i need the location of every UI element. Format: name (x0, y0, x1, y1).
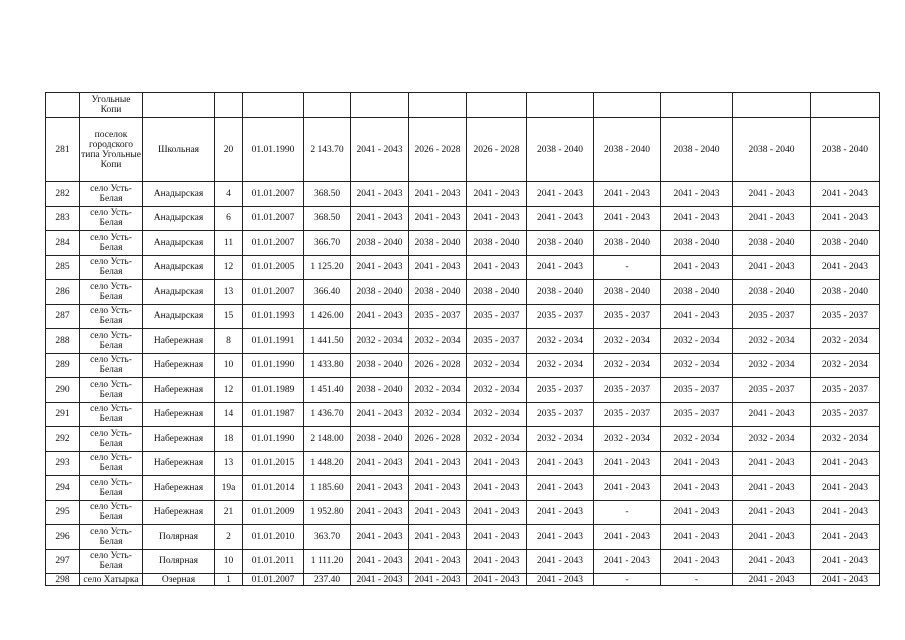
period-cell (409, 93, 467, 118)
house-number-cell: 8 (215, 329, 243, 354)
area-cell: 366.40 (304, 280, 351, 305)
locality-cell: село Усть-Белая (80, 549, 143, 574)
area-cell: 368.50 (304, 182, 351, 207)
locality-cell: село Усть-Белая (80, 402, 143, 427)
period-cell: 2041 - 2043 (811, 525, 880, 550)
period-cell: 2041 - 2043 (733, 549, 811, 574)
period-cell: 2041 - 2043 (811, 574, 880, 586)
street-cell: Анадырская (143, 231, 215, 256)
period-cell: 2035 - 2037 (733, 378, 811, 403)
period-cell: 2041 - 2043 (467, 525, 527, 550)
date-cell: 01.01.2005 (243, 255, 304, 280)
date-cell: 01.01.2010 (243, 525, 304, 550)
period-cell: 2041 - 2043 (467, 574, 527, 586)
street-cell: Полярная (143, 525, 215, 550)
period-cell: 2035 - 2037 (594, 378, 661, 403)
table-row (46, 206, 880, 231)
period-cell: 2032 - 2034 (733, 353, 811, 378)
table-row (46, 378, 880, 403)
period-cell: 2038 - 2040 (594, 231, 661, 256)
table-row (46, 353, 880, 378)
period-cell: 2032 - 2034 (811, 329, 880, 354)
house-number-cell: 21 (215, 500, 243, 525)
house-number-cell: 20 (215, 118, 243, 182)
table-body (46, 93, 880, 586)
period-cell: 2041 - 2043 (733, 182, 811, 207)
period-cell: 2038 - 2040 (733, 231, 811, 256)
period-cell: 2041 - 2043 (467, 451, 527, 476)
period-cell: 2041 - 2043 (467, 500, 527, 525)
row-number-cell: 290 (46, 378, 80, 403)
date-cell: 01.01.1989 (243, 378, 304, 403)
house-number-cell: 15 (215, 304, 243, 329)
house-number-cell: 19а (215, 476, 243, 501)
row-number-cell: 295 (46, 500, 80, 525)
period-cell: 2041 - 2043 (594, 525, 661, 550)
period-cell: 2038 - 2040 (409, 231, 467, 256)
period-cell: 2041 - 2043 (351, 500, 409, 525)
date-cell (243, 93, 304, 118)
housing-repair-schedule-table (45, 92, 880, 586)
period-cell: 2041 - 2043 (733, 402, 811, 427)
period-cell: 2041 - 2043 (527, 500, 594, 525)
area-cell: 1 111.20 (304, 549, 351, 574)
period-cell: 2041 - 2043 (594, 182, 661, 207)
table-row (46, 476, 880, 501)
date-cell: 01.01.1987 (243, 402, 304, 427)
area-cell: 1 426.00 (304, 304, 351, 329)
period-cell: 2041 - 2043 (351, 574, 409, 586)
table-row (46, 280, 880, 305)
period-cell: 2038 - 2040 (594, 280, 661, 305)
period-cell: - (594, 574, 661, 586)
period-cell: 2041 - 2043 (811, 549, 880, 574)
locality-cell: село Усть-Белая (80, 255, 143, 280)
period-cell: 2038 - 2040 (661, 118, 733, 182)
area-cell: 2 148.00 (304, 427, 351, 452)
locality-cell: село Усть-Белая (80, 206, 143, 231)
locality-cell: село Усть-Белая (80, 476, 143, 501)
period-cell: 2041 - 2043 (467, 476, 527, 501)
period-cell: 2041 - 2043 (351, 549, 409, 574)
period-cell: 2032 - 2034 (527, 427, 594, 452)
period-cell: 2041 - 2043 (594, 206, 661, 231)
period-cell: 2035 - 2037 (594, 402, 661, 427)
row-number-cell: 291 (46, 402, 80, 427)
date-cell: 01.01.1991 (243, 329, 304, 354)
period-cell: 2035 - 2037 (811, 304, 880, 329)
table-row (46, 525, 880, 550)
date-cell: 01.01.2009 (243, 500, 304, 525)
period-cell (811, 93, 880, 118)
house-number-cell: 11 (215, 231, 243, 256)
locality-cell: село Усть-Белая (80, 304, 143, 329)
house-number-cell: 1 (215, 574, 243, 586)
row-number-cell: 294 (46, 476, 80, 501)
period-cell: 2041 - 2043 (527, 476, 594, 501)
period-cell: 2035 - 2037 (661, 402, 733, 427)
period-cell: 2038 - 2040 (351, 378, 409, 403)
area-cell: 1 436.70 (304, 402, 351, 427)
street-cell (143, 93, 215, 118)
area-cell: 1 433.80 (304, 353, 351, 378)
period-cell: 2041 - 2043 (409, 182, 467, 207)
street-cell: Набережная (143, 476, 215, 501)
street-cell: Набережная (143, 402, 215, 427)
period-cell: 2041 - 2043 (527, 549, 594, 574)
period-cell: 2038 - 2040 (467, 231, 527, 256)
period-cell: - (594, 255, 661, 280)
table-row (46, 182, 880, 207)
period-cell: 2032 - 2034 (733, 427, 811, 452)
period-cell: 2035 - 2037 (661, 378, 733, 403)
period-cell: 2041 - 2043 (594, 549, 661, 574)
row-number-cell: 282 (46, 182, 80, 207)
period-cell: 2041 - 2043 (351, 182, 409, 207)
period-cell: 2035 - 2037 (811, 378, 880, 403)
period-cell (351, 93, 409, 118)
period-cell: 2038 - 2040 (661, 231, 733, 256)
street-cell: Анадырская (143, 182, 215, 207)
street-cell: Анадырская (143, 304, 215, 329)
table-row (46, 574, 880, 586)
table-row (46, 500, 880, 525)
row-number-cell: 292 (46, 427, 80, 452)
locality-cell: село Усть-Белая (80, 451, 143, 476)
period-cell: 2041 - 2043 (661, 182, 733, 207)
house-number-cell: 13 (215, 280, 243, 305)
period-cell: 2026 - 2028 (409, 353, 467, 378)
area-cell: 366.70 (304, 231, 351, 256)
period-cell: 2041 - 2043 (351, 255, 409, 280)
period-cell: 2032 - 2034 (409, 378, 467, 403)
date-cell: 01.01.1993 (243, 304, 304, 329)
street-cell: Полярная (143, 549, 215, 574)
row-number-cell: 285 (46, 255, 80, 280)
table-row (46, 255, 880, 280)
period-cell: 2041 - 2043 (661, 476, 733, 501)
period-cell: 2038 - 2040 (351, 427, 409, 452)
period-cell: 2041 - 2043 (351, 402, 409, 427)
area-cell: 1 125.20 (304, 255, 351, 280)
area-cell: 237.40 (304, 574, 351, 586)
area-cell: 363.70 (304, 525, 351, 550)
date-cell: 01.01.1990 (243, 353, 304, 378)
row-number-cell: 297 (46, 549, 80, 574)
house-number-cell: 10 (215, 353, 243, 378)
street-cell: Набережная (143, 329, 215, 354)
street-cell: Анадырская (143, 206, 215, 231)
house-number-cell: 4 (215, 182, 243, 207)
period-cell: 2041 - 2043 (661, 451, 733, 476)
date-cell: 01.01.2015 (243, 451, 304, 476)
table-row (46, 427, 880, 452)
locality-cell: поселок городского типа Угольные Копи (80, 118, 143, 182)
period-cell: 2032 - 2034 (409, 402, 467, 427)
period-cell: 2041 - 2043 (409, 206, 467, 231)
period-cell: 2035 - 2037 (467, 304, 527, 329)
period-cell: 2032 - 2034 (661, 353, 733, 378)
table-row-continuation (46, 93, 880, 118)
row-number-cell: 284 (46, 231, 80, 256)
row-number-cell: 281 (46, 118, 80, 182)
period-cell: 2041 - 2043 (661, 206, 733, 231)
date-cell: 01.01.2007 (243, 280, 304, 305)
period-cell: 2041 - 2043 (409, 574, 467, 586)
table-row (46, 402, 880, 427)
period-cell: 2041 - 2043 (527, 182, 594, 207)
period-cell: 2032 - 2034 (467, 378, 527, 403)
date-cell: 01.01.2007 (243, 182, 304, 207)
area-cell: 1 441.50 (304, 329, 351, 354)
row-number-cell: 288 (46, 329, 80, 354)
period-cell: 2038 - 2040 (527, 118, 594, 182)
row-number-cell: 287 (46, 304, 80, 329)
row-number-cell: 286 (46, 280, 80, 305)
period-cell: 2032 - 2034 (661, 427, 733, 452)
period-cell: 2035 - 2037 (527, 378, 594, 403)
period-cell: 2041 - 2043 (351, 525, 409, 550)
house-number-cell (215, 93, 243, 118)
table-row (46, 118, 880, 182)
period-cell: 2038 - 2040 (351, 353, 409, 378)
period-cell: 2038 - 2040 (527, 280, 594, 305)
period-cell: 2038 - 2040 (811, 118, 880, 182)
locality-cell: село Усть-Белая (80, 500, 143, 525)
table-row (46, 304, 880, 329)
period-cell: 2032 - 2034 (527, 329, 594, 354)
row-number-cell: 298 (46, 574, 80, 586)
area-cell: 1 185.60 (304, 476, 351, 501)
date-cell: 01.01.1990 (243, 427, 304, 452)
period-cell: 2032 - 2034 (467, 427, 527, 452)
period-cell: 2026 - 2028 (409, 118, 467, 182)
period-cell: 2041 - 2043 (811, 476, 880, 501)
period-cell (467, 93, 527, 118)
period-cell: 2038 - 2040 (811, 280, 880, 305)
house-number-cell: 2 (215, 525, 243, 550)
period-cell: 2041 - 2043 (409, 549, 467, 574)
period-cell: 2041 - 2043 (811, 206, 880, 231)
area-cell: 368.50 (304, 206, 351, 231)
period-cell: 2041 - 2043 (409, 255, 467, 280)
street-cell: Набережная (143, 378, 215, 403)
period-cell: - (661, 574, 733, 586)
period-cell: 2038 - 2040 (467, 280, 527, 305)
row-number-cell (46, 93, 80, 118)
period-cell: 2038 - 2040 (527, 231, 594, 256)
date-cell: 01.01.2011 (243, 549, 304, 574)
locality-cell: Угольные Копи (80, 93, 143, 118)
period-cell: 2035 - 2037 (527, 402, 594, 427)
period-cell: 2038 - 2040 (661, 280, 733, 305)
period-cell: 2032 - 2034 (351, 329, 409, 354)
period-cell: 2032 - 2034 (467, 353, 527, 378)
period-cell: 2032 - 2034 (733, 329, 811, 354)
period-cell: 2041 - 2043 (351, 476, 409, 501)
period-cell: 2035 - 2037 (811, 402, 880, 427)
period-cell: 2041 - 2043 (527, 255, 594, 280)
period-cell: 2041 - 2043 (351, 206, 409, 231)
period-cell: 2032 - 2034 (594, 353, 661, 378)
row-number-cell: 296 (46, 525, 80, 550)
period-cell: 2041 - 2043 (811, 255, 880, 280)
period-cell: 2041 - 2043 (351, 304, 409, 329)
period-cell: 2041 - 2043 (467, 182, 527, 207)
house-number-cell: 13 (215, 451, 243, 476)
period-cell: 2041 - 2043 (467, 206, 527, 231)
period-cell (527, 93, 594, 118)
street-cell: Анадырская (143, 255, 215, 280)
period-cell: 2041 - 2043 (811, 182, 880, 207)
area-cell: 2 143.70 (304, 118, 351, 182)
period-cell (594, 93, 661, 118)
period-cell: 2026 - 2028 (409, 427, 467, 452)
period-cell (661, 93, 733, 118)
locality-cell: село Усть-Белая (80, 378, 143, 403)
period-cell: 2038 - 2040 (351, 231, 409, 256)
locality-cell: село Усть-Белая (80, 525, 143, 550)
period-cell: 2041 - 2043 (409, 525, 467, 550)
street-cell: Озерная (143, 574, 215, 586)
period-cell: 2041 - 2043 (661, 304, 733, 329)
table-row (46, 451, 880, 476)
period-cell: 2041 - 2043 (661, 255, 733, 280)
period-cell: 2041 - 2043 (594, 476, 661, 501)
period-cell: 2041 - 2043 (467, 255, 527, 280)
date-cell: 01.01.2007 (243, 574, 304, 586)
period-cell: - (594, 500, 661, 525)
period-cell: 2038 - 2040 (733, 118, 811, 182)
period-cell: 2041 - 2043 (594, 451, 661, 476)
street-cell: Набережная (143, 500, 215, 525)
period-cell: 2041 - 2043 (733, 574, 811, 586)
period-cell: 2032 - 2034 (409, 329, 467, 354)
period-cell: 2041 - 2043 (811, 500, 880, 525)
period-cell: 2038 - 2040 (594, 118, 661, 182)
street-cell: Набережная (143, 427, 215, 452)
period-cell: 2041 - 2043 (351, 451, 409, 476)
period-cell: 2041 - 2043 (733, 500, 811, 525)
period-cell: 2041 - 2043 (527, 206, 594, 231)
street-cell: Набережная (143, 451, 215, 476)
area-cell: 1 448.20 (304, 451, 351, 476)
period-cell: 2035 - 2037 (467, 329, 527, 354)
house-number-cell: 12 (215, 255, 243, 280)
row-number-cell: 289 (46, 353, 80, 378)
period-cell: 2041 - 2043 (527, 574, 594, 586)
locality-cell: село Хатырка (80, 574, 143, 586)
locality-cell: село Усть-Белая (80, 231, 143, 256)
period-cell: 2041 - 2043 (733, 451, 811, 476)
period-cell: 2041 - 2043 (351, 118, 409, 182)
date-cell: 01.01.2014 (243, 476, 304, 501)
locality-cell: село Усть-Белая (80, 329, 143, 354)
period-cell: 2035 - 2037 (527, 304, 594, 329)
period-cell (733, 93, 811, 118)
period-cell: 2035 - 2037 (409, 304, 467, 329)
period-cell: 2032 - 2034 (811, 427, 880, 452)
period-cell: 2032 - 2034 (811, 353, 880, 378)
table-row (46, 549, 880, 574)
period-cell: 2041 - 2043 (527, 451, 594, 476)
period-cell: 2041 - 2043 (409, 451, 467, 476)
area-cell: 1 952.80 (304, 500, 351, 525)
date-cell: 01.01.2007 (243, 206, 304, 231)
house-number-cell: 18 (215, 427, 243, 452)
row-number-cell: 283 (46, 206, 80, 231)
street-cell: Школьная (143, 118, 215, 182)
date-cell: 01.01.1990 (243, 118, 304, 182)
period-cell: 2041 - 2043 (811, 451, 880, 476)
period-cell: 2038 - 2040 (409, 280, 467, 305)
period-cell: 2041 - 2043 (661, 549, 733, 574)
locality-cell: село Усть-Белая (80, 280, 143, 305)
period-cell: 2038 - 2040 (351, 280, 409, 305)
period-cell: 2041 - 2043 (409, 476, 467, 501)
period-cell: 2041 - 2043 (733, 525, 811, 550)
area-cell (304, 93, 351, 118)
table-row (46, 231, 880, 256)
period-cell: 2032 - 2034 (467, 402, 527, 427)
period-cell: 2041 - 2043 (467, 549, 527, 574)
period-cell: 2032 - 2034 (527, 353, 594, 378)
locality-cell: село Усть-Белая (80, 353, 143, 378)
date-cell: 01.01.2007 (243, 231, 304, 256)
period-cell: 2035 - 2037 (594, 304, 661, 329)
period-cell: 2041 - 2043 (409, 500, 467, 525)
house-number-cell: 10 (215, 549, 243, 574)
house-number-cell: 12 (215, 378, 243, 403)
house-number-cell: 14 (215, 402, 243, 427)
house-number-cell: 6 (215, 206, 243, 231)
period-cell: 2041 - 2043 (527, 525, 594, 550)
period-cell: 2035 - 2037 (733, 304, 811, 329)
period-cell: 2032 - 2034 (661, 329, 733, 354)
locality-cell: село Усть-Белая (80, 427, 143, 452)
street-cell: Анадырская (143, 280, 215, 305)
period-cell: 2041 - 2043 (661, 525, 733, 550)
period-cell: 2032 - 2034 (594, 329, 661, 354)
locality-cell: село Усть-Белая (80, 182, 143, 207)
period-cell: 2041 - 2043 (661, 500, 733, 525)
period-cell: 2041 - 2043 (733, 255, 811, 280)
period-cell: 2038 - 2040 (733, 280, 811, 305)
period-cell: 2032 - 2034 (594, 427, 661, 452)
row-number-cell: 293 (46, 451, 80, 476)
period-cell: 2041 - 2043 (733, 206, 811, 231)
street-cell: Набережная (143, 353, 215, 378)
table-row (46, 329, 880, 354)
period-cell: 2041 - 2043 (733, 476, 811, 501)
period-cell: 2026 - 2028 (467, 118, 527, 182)
area-cell: 1 451.40 (304, 378, 351, 403)
period-cell: 2038 - 2040 (811, 231, 880, 256)
